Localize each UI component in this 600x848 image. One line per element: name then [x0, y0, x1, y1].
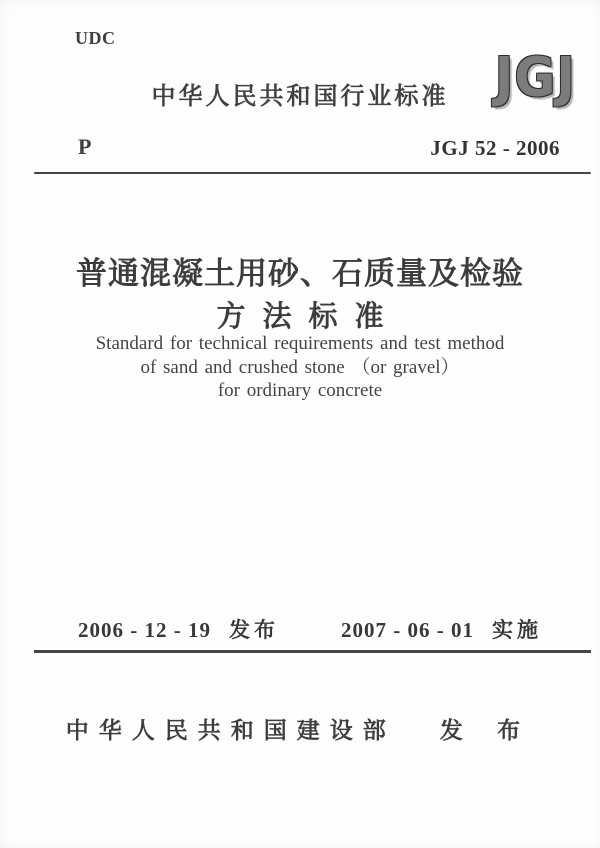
publisher-row: [0, 712, 600, 745]
effective-date-group: [341, 614, 542, 644]
title-english-line1: Standard for technical requirements and test method: [95, 333, 505, 354]
effective-date-label: 实施: [492, 619, 542, 642]
udc-label: UDC: [75, 28, 116, 48]
title-english: [0, 332, 600, 403]
title-english-line3: for ordinary concrete: [217, 380, 383, 401]
classification-code: P: [78, 134, 92, 159]
publisher-name: 中华人民共和国建设部: [65, 717, 396, 743]
issue-date-group: [78, 614, 279, 644]
top-divider-line: [34, 172, 591, 174]
standard-category-title: 中华人民共和国行业标准: [151, 83, 449, 110]
issue-date-label: 发布: [229, 619, 279, 642]
jgj-logo: JGJ: [494, 45, 576, 109]
issue-date: 2006 - 12 - 19: [78, 618, 211, 642]
dates-row: [0, 614, 600, 642]
effective-date: 2007 - 06 - 01: [341, 618, 474, 642]
title-chinese-line1: 普通混凝土用砂、石质量及检验: [76, 256, 524, 291]
standard-number: JGJ 52 - 2006: [430, 136, 560, 160]
title-chinese-line2: 方法标准: [216, 301, 401, 333]
title-english-line2: of sand and crushed stone （or gravel）: [140, 356, 460, 378]
publisher-issue-label: 发 布: [439, 717, 535, 743]
bottom-divider-line: [34, 650, 591, 653]
